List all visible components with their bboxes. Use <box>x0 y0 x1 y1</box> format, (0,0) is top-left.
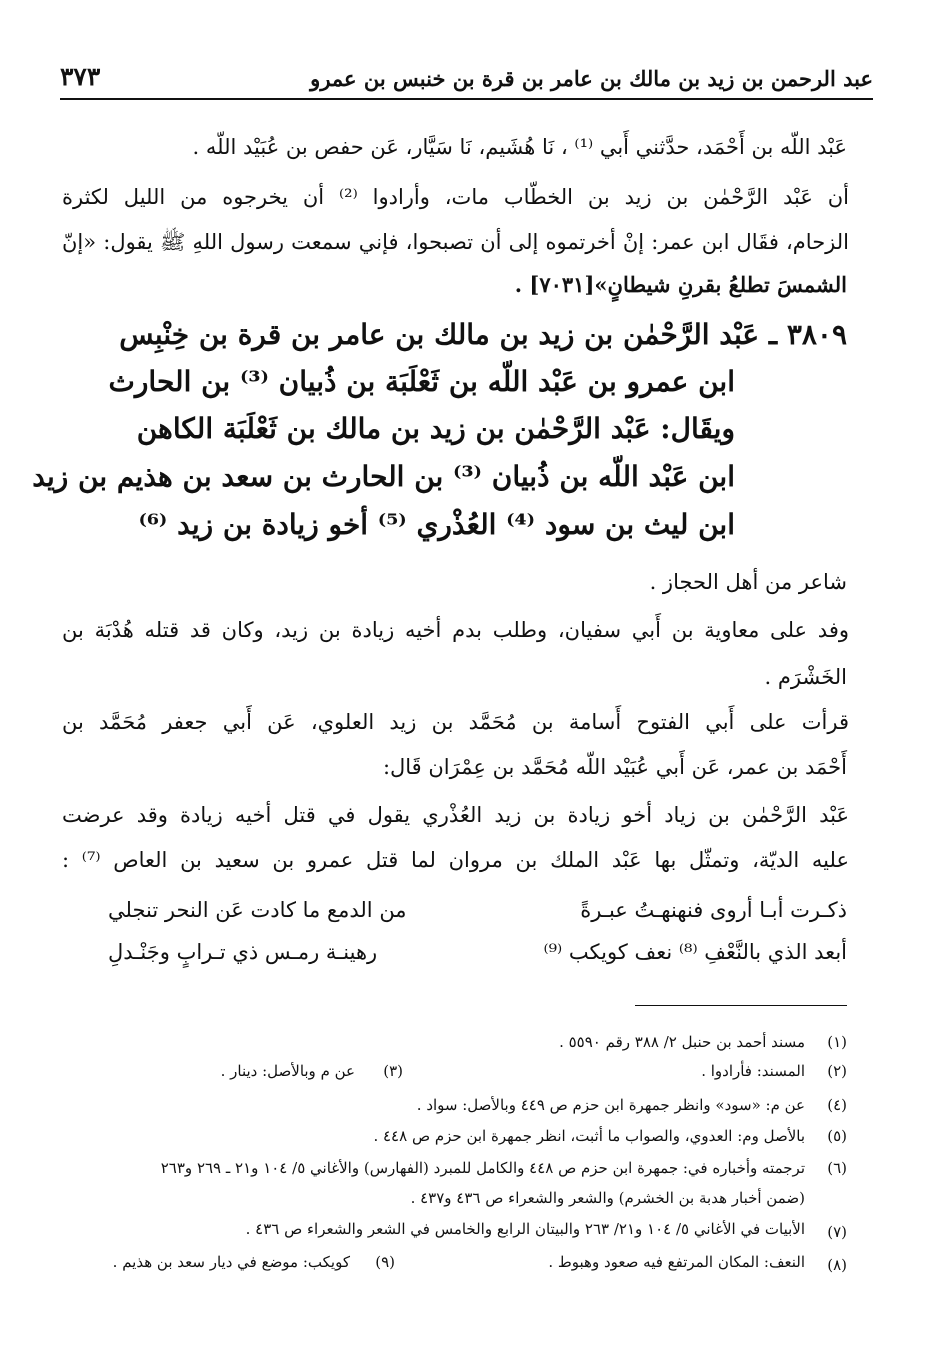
body-line: شاعر من أهل الحجاز . <box>649 570 847 594</box>
footnote-text: الأبيات في الأغاني ٥/ ١٠٤ و٢١/ ٢٦٣ والبيتان الرابع والخامس في الشعر والشعراء ص ٤٣٦ . <box>245 1220 805 1238</box>
body-line: أن عَبْد الرَّحْمٰن بن زيد بن الخطّاب مات، وأرادوا ⁽²⁾ أن يخرجوه من الليل لكثرة <box>62 185 849 209</box>
body-line: أَحْمَد بن عمر، عَن أَبي عُبَيْد اللّه مُحَمَّد بن عِمْرَان قَال: <box>382 755 847 779</box>
footnote-text-continued: (ضمن أخبار هدبة بن الخشرم) والشعر والشعراء ص ٤٣٦ و٤٣٧ . <box>410 1189 805 1207</box>
entry-title-line: ابن عَبْد اللّه بن ذُبيان ⁽³⁾ بن الحارث بن سعد بن هذيم بن زيد <box>32 460 735 493</box>
body-line: عَبْد اللّه بن أَحْمَد، حدَّثني أَبي ⁽¹⁾ ، نَا هُشَيم، نَا سَيَّار، عَن حفص بن عُبَيْد اللّه . <box>192 135 847 159</box>
footnote-text: عن م: «سود» وانظر جمهرة ابن حزم ص ٤٤٩ وبالأصل: سواد . <box>416 1096 805 1114</box>
footnote-text: مسند أحمد بن حنبل ٢/ ٣٨٨ رقم ٥٥٩٠ . <box>559 1033 805 1051</box>
entry-title-line: ابن عمرو بن عَبْد اللّه بن ثَعْلَبَة بن ذُبيان ⁽³⁾ بن الحارث <box>108 365 735 398</box>
body-line-hadith-end: الشمسَ تطلعُ بقرنِ شيطانٍ»[٧٠٣١] . <box>514 272 847 297</box>
body-line: عَبْد الرَّحْمٰن بن زياد أخو زيادة بن زيد العُذْري يقول في قتل أخيه زيادة وقد عرضت <box>62 803 849 827</box>
verse-first-hemistich: ذكـرت أبـا أروى فنهنهـتُ عبـرةً <box>580 898 847 922</box>
footnote-text: النعف: المكان المرتفع فيه صعود وهبوط . <box>548 1253 805 1271</box>
footnote-text: بالأصل وم: العدوي، والصواب ما أثبت، انظر جمهرة ابن حزم ص ٤٤٨ . <box>373 1127 805 1145</box>
entry-title-line: ويقَال: عَبْد الرَّحْمٰن بن زيد بن مالك بن ثَعْلَبَة الكاهن <box>136 412 735 445</box>
footnote-text: عن م وبالأصل: دينار . <box>220 1062 355 1080</box>
footnote-number: (٧) <box>827 1223 847 1241</box>
body-line: قرأت على أَبي الفتوح أَسامة بن مُحَمَّد بن زيد العلوي، عَن أَبي جعفر مُحَمَّد بن <box>62 710 849 734</box>
running-header <box>60 58 873 100</box>
footnote-text: المسند: فأرادوا . <box>701 1062 805 1080</box>
verse-second-hemistich: من الدمع ما كادت عَن النحر تنجلي <box>108 898 407 922</box>
footnote-number: (٢) <box>827 1062 847 1080</box>
footnote-number: (٣) <box>383 1062 403 1080</box>
running-title: عبد الرحمن بن زيد بن مالك بن عامر بن قرة بن خنبس بن عمرو <box>310 66 873 91</box>
footnote-divider <box>635 1005 847 1006</box>
verse-first-hemistich: أبعد الذي بالنَّعْفِ ⁽⁸⁾ نعف كويكب ⁽⁹⁾ <box>543 940 847 964</box>
entry-title-line: ابن ليث بن سود ⁽⁴⁾ العُذْري ⁽⁵⁾ أخو زيادة بن زيد ⁽⁶⁾ <box>138 508 735 541</box>
footnote-text: كويكب: موضع في ديار سعد بن هذيم . <box>112 1253 350 1271</box>
entry-title-line: ٣٨٠٩ ـ عَبْد الرَّحْمٰن بن زيد بن مالك بن عامر بن قرة بن خِنْبِس <box>119 318 847 351</box>
verse-second-hemistich: رهينـة رمـس ذي تـرابٍ وجَنْـدلِ <box>108 940 378 964</box>
footnote-number: (٨) <box>827 1256 847 1274</box>
footnote-number: (٦) <box>827 1159 847 1177</box>
footnote-number: (٩) <box>375 1253 395 1271</box>
footnote-number: (٤) <box>827 1096 847 1114</box>
footnote-number: (١) <box>827 1033 847 1051</box>
body-line: الخَشْرَم . <box>764 665 847 689</box>
body-line: الزحام، فقَال ابن عمر: إنْ أخرتموه إلى أن تصبحوا، فإني سمعت رسول اللهِ ﷺ يقول: «إنّ <box>62 230 849 254</box>
body-line: وفد على معاوية بن أَبي سفيان، وطلب بدم أخيه زيادة بن زيد، وكان قد قتله هُدْبَة بن <box>62 618 849 642</box>
footnote-text: ترجمته وأخباره في: جمهرة ابن حزم ص ٤٤٨ والكامل للمبرد (الفهارس) والأغاني ٥/ ١٠٤ و٢١ ـ ٢٦٩ و٢٦٣ <box>160 1159 805 1177</box>
page-number: ٣٧٣ <box>60 62 101 91</box>
footnote-number: (٥) <box>827 1127 847 1145</box>
body-line: عليه الديّة، وتمثّل بها عَبْد الملك بن مروان لما قتل عمرو بن سعيد بن العاص ⁽⁷⁾ : <box>62 848 849 872</box>
